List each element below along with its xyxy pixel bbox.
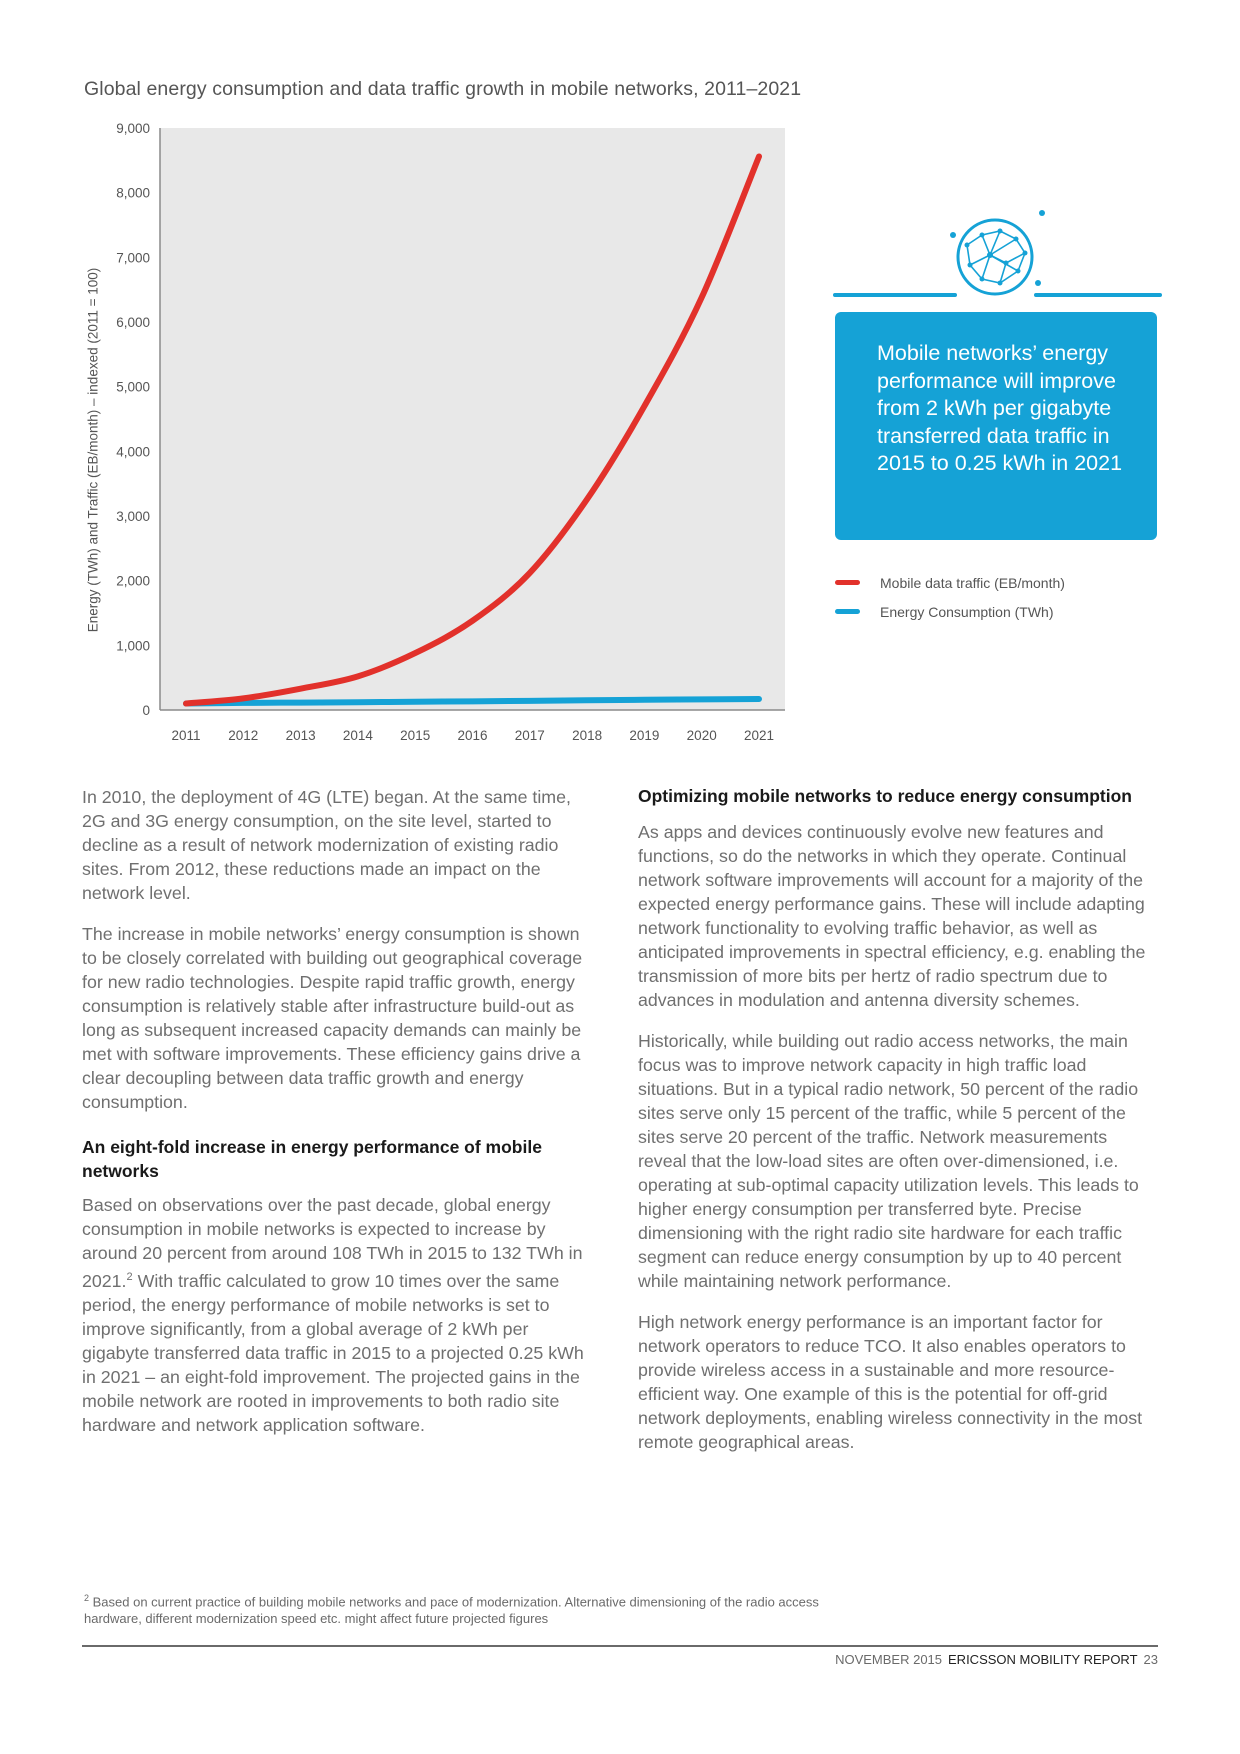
x-tick-labels: [171, 728, 774, 743]
x-tick-label: 2019: [629, 728, 660, 743]
y-tick-label: 3,000: [116, 509, 150, 524]
x-tick-label: 2020: [686, 728, 717, 743]
x-tick-label: 2017: [514, 728, 545, 743]
y-axis-label: Energy (TWh) and Traffic (EB/month) – indexed (2011 = 100): [85, 267, 101, 633]
footer-report-name: ERICSSON MOBILITY REPORT: [948, 1652, 1138, 1667]
x-tick-label: 2021: [743, 728, 775, 743]
y-tick-labels: [116, 121, 150, 718]
left-paragraph-2: The increase in mobile networks’ energy consumption is shown to be closely correlated with building out geographical coverage for new radio technologies. Despite rapid traffic growth, energy consumption is relatively stable after infrastructure build-out as long as subsequent increased capacity demands can mainly be met with software improvements. These efficiency gains drive a clear decoupling between data traffic growth and energy consumption.: [82, 924, 583, 1112]
page-footer: [835, 1652, 1158, 1667]
y-tick-label: 4,000: [116, 444, 150, 460]
footnote: [84, 1590, 844, 1627]
left-paragraph-3b: With traffic calculated to grow 10 times over the same period, the energy performance of mobile networks is set to improve significantly, from a global average of 2 kWh per gigabyte transferred data traffic in 2015 to a projected 0.25 kWh in 2021 – an eight-fold improvement. The projected gains in the mobile network are rooted in improvements to both radio site hardware and network application software.: [82, 1270, 584, 1435]
left-paragraph-3: [82, 1193, 592, 1437]
x-tick-label: 2016: [457, 728, 488, 743]
legend-swatch-energy: [835, 609, 860, 614]
legend-item-traffic: [835, 568, 1065, 597]
left-heading: An eight-fold increase in energy performance of mobile networks: [82, 1137, 542, 1181]
callout-text: Mobile networks’ energy performance will improve from 2 kWh per gigabyte transferred data traffic in 2015 to 0.25 kWh in 2021: [877, 341, 1123, 475]
right-paragraph-3: High network energy performance is an important factor for network operators to reduce TCO. It also enables operators to provide wireless access in a sustainable and more resource-efficient way. One example of this is the potential for off-grid network deployments, enabling wireless connectivity in the most remote geographical areas.: [638, 1311, 1143, 1452]
legend-item-energy: [835, 597, 1065, 626]
y-tick-label: 9,000: [116, 121, 150, 136]
globe-network-icon: [830, 205, 1165, 305]
right-paragraph-2: Historically, while building out radio access networks, the main focus was to improve network capacity in high traffic load situations. But in a typical radio network, 50 percent of the radio sites serve only 15 percent of the traffic, while 5 percent of the sites serve 20 percent of the traffic. Network measurements reveal that the low-load sites are often over-dimensioned, i.e. operating at sub-optimal capacity utilization levels. This leads to higher energy consumption per transferred byte. Precise dimensioning with the right radio site hardware for each traffic segment can reduce energy consumption by up to 40 percent while maintaining network performance.: [638, 1030, 1139, 1291]
legend-label-traffic: Mobile data traffic (EB/month): [880, 574, 1065, 591]
x-tick-label: 2013: [285, 728, 316, 743]
y-tick-label: 8,000: [116, 185, 150, 201]
x-tick-label: 2018: [572, 728, 603, 743]
x-tick-label: 2014: [342, 728, 373, 743]
footnote-ref[interactable]: 2: [126, 1271, 133, 1283]
x-tick-label: 2012: [228, 728, 259, 743]
right-column: [638, 785, 1158, 1471]
left-paragraph-3a: Based on observations over the past decade, global energy consumption in mobile networks is expected to increase by around 20 percent from around 108 TWh in 2015 to 132 TWh in 2021.: [82, 1195, 583, 1291]
x-tick-label: 2011: [171, 728, 201, 743]
legend-swatch-traffic: [835, 580, 860, 585]
right-paragraph-1: As apps and devices continuously evolve new features and functions, so do the networks in which they operate. Continual network software improvements will account for a majority of the expected energy performance gains. These will include adapting network functionality to evolving traffic behavior, as well as anticipated improvements in spectral efficiency, e.g. enabling the transmission of more bits per hertz of radio spectrum due to advances in modulation and antenna diversity schemes.: [638, 821, 1146, 1010]
chart-title: Global energy consumption and data traffic growth in mobile networks, 2011–2021: [84, 78, 802, 100]
y-tick-label: 2,000: [116, 573, 150, 589]
footer-page-number: 23: [1143, 1652, 1158, 1667]
y-tick-label: 1,000: [116, 638, 150, 654]
footer-rule: [82, 1645, 1158, 1647]
y-tick-label: 7,000: [116, 250, 150, 266]
left-column: [82, 785, 592, 1454]
legend: [835, 568, 1065, 626]
footer-date: NOVEMBER 2015: [835, 1652, 943, 1667]
y-tick-label: 6,000: [116, 315, 150, 330]
y-tick-label: 0: [142, 703, 150, 718]
right-heading: Optimizing mobile networks to reduce energy consumption: [638, 786, 1132, 806]
callout-box: [835, 312, 1157, 540]
x-tick-label: 2015: [400, 728, 431, 743]
footnote-text: Based on current practice of building mobile networks and pace of modernization. Alternative dimensioning of the radio access hardware, different modernization speed etc. might affect future projected figures: [84, 1594, 819, 1627]
footnote-mark: 2: [84, 1593, 90, 1603]
y-tick-label: 5,000: [116, 379, 150, 395]
left-paragraph-1: In 2010, the deployment of 4G (LTE) began. At the same time, 2G and 3G energy consumption, on the site level, started to decline as a result of network modernization of existing radio sites. From 2012, these reductions made an impact on the network level.: [82, 787, 571, 903]
legend-label-energy: Energy Consumption (TWh): [880, 603, 1054, 620]
